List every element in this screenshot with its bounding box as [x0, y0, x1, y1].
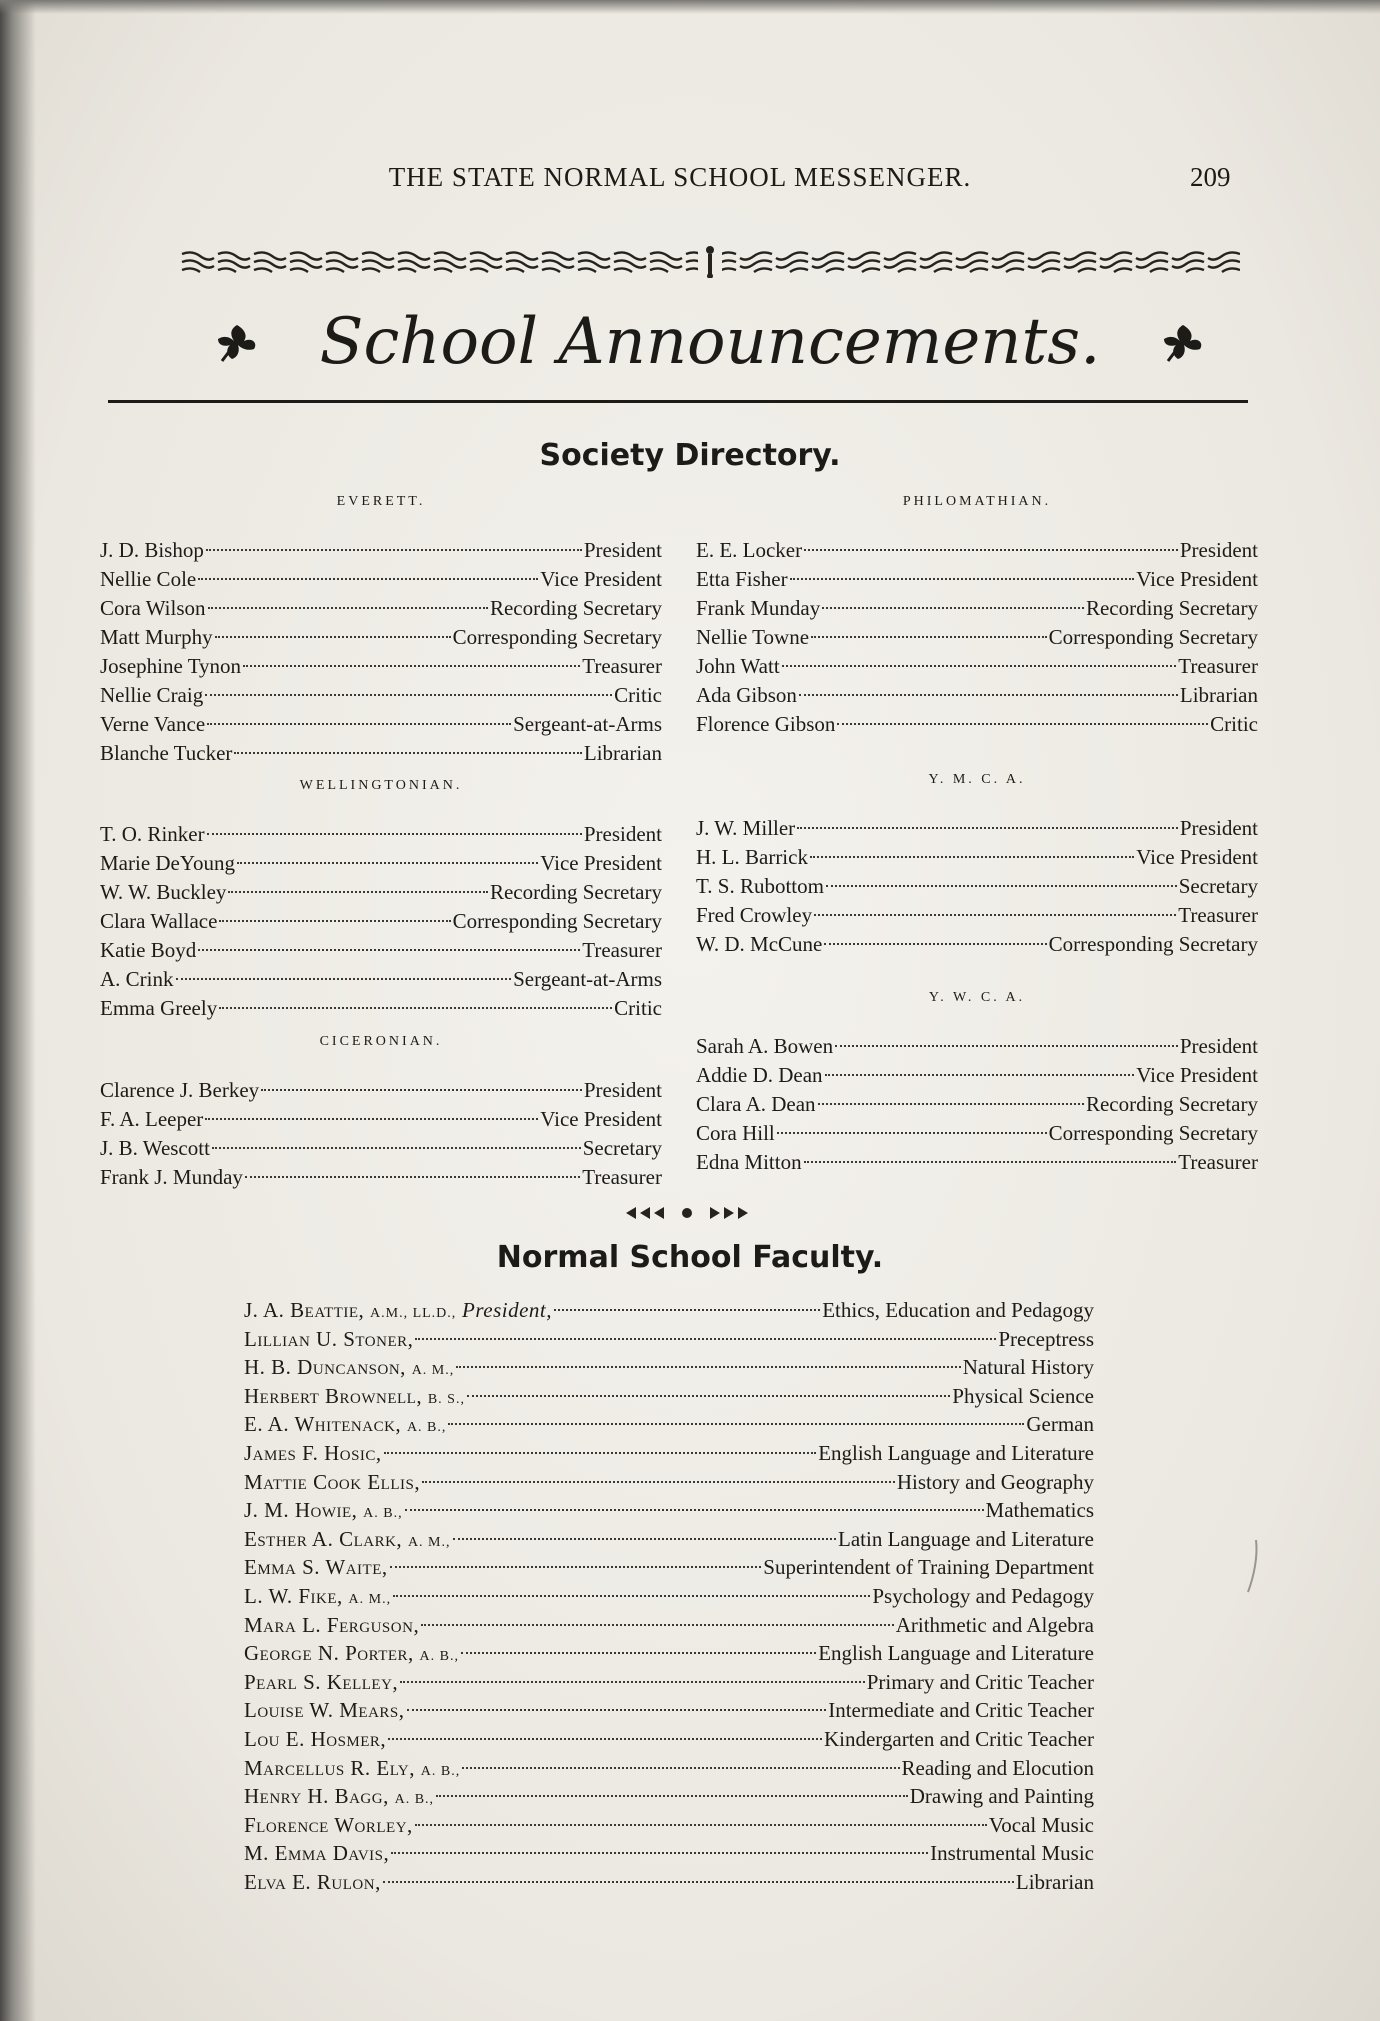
officer-row — [696, 652, 1258, 681]
officer-name: Blanche Tucker — [100, 741, 233, 765]
officer-name: Nellie Cole — [100, 567, 197, 591]
faculty-row — [244, 1639, 1094, 1668]
faculty-subject: Ethics, Education and Pedagogy — [822, 1298, 1094, 1322]
faculty-degree: A. M., — [348, 1591, 392, 1607]
officer-row — [100, 652, 662, 681]
officer-office: Corresponding Secretary — [1048, 625, 1258, 649]
faculty-degree: A.M., LL.D., — [370, 1306, 457, 1321]
faculty-row — [244, 1782, 1094, 1811]
society-wellingtonian — [100, 778, 662, 1023]
faculty-row — [244, 1725, 1094, 1754]
faculty-row — [244, 1439, 1094, 1468]
officer-office: Recording Secretary — [1085, 1092, 1258, 1116]
leader-dots — [818, 1103, 1084, 1105]
faculty-row — [244, 1410, 1094, 1439]
top-edge-shadow — [0, 0, 1380, 14]
officer-name: Nellie Towne — [696, 625, 810, 649]
faculty-name: M. Emma Davis, — [244, 1841, 390, 1866]
officer-office: Vice President — [1136, 567, 1258, 591]
officer-office: President — [1179, 816, 1258, 840]
officer-office: Secretary — [582, 1136, 662, 1160]
faculty-name-group — [244, 1839, 389, 1868]
officer-list — [696, 1032, 1258, 1177]
leader-dots — [237, 862, 538, 864]
faculty-degree: A. B., — [363, 1506, 403, 1522]
officer-row — [100, 623, 662, 652]
faculty-row — [244, 1496, 1094, 1525]
leader-dots — [804, 1161, 1177, 1163]
faculty-subject: English Language and Literature — [818, 1641, 1094, 1666]
faculty-subject: Drawing and Painting — [909, 1784, 1094, 1809]
faculty-name: Florence Worley, — [244, 1812, 413, 1837]
officer-name: E. E. Locker — [696, 538, 803, 562]
faculty-name: Lillian U. Stoner, — [244, 1326, 414, 1351]
officer-office: Treasurer — [1178, 654, 1258, 678]
officer-row — [696, 1061, 1258, 1090]
faculty-name-group — [244, 1811, 413, 1840]
officer-office: Corresponding Secretary — [1048, 932, 1258, 956]
officer-office: Secretary — [1178, 874, 1258, 898]
leader-dots — [826, 885, 1177, 887]
faculty-row — [244, 1582, 1094, 1611]
faculty-row — [244, 1525, 1094, 1554]
officer-name: W. W. Buckley — [100, 880, 227, 904]
faculty-subject: Latin Language and Literature — [838, 1526, 1094, 1551]
faculty-name: Elva E. Rulon, — [244, 1869, 381, 1894]
officer-office: President — [583, 822, 662, 846]
officer-name: Fred Crowley — [696, 903, 813, 927]
officer-name: Josephine Tynon — [100, 654, 242, 678]
right-leaf-ornament-icon — [1160, 319, 1206, 365]
leader-dots — [461, 1652, 816, 1654]
faculty-name: Mara L. Ferguson, — [244, 1612, 420, 1637]
ornamental-rule-icon — [180, 246, 1240, 278]
officer-name: Clara Wallace — [100, 909, 218, 933]
officer-row — [100, 878, 662, 907]
officer-row — [696, 536, 1258, 565]
society-ymca — [696, 772, 1258, 959]
leader-dots — [810, 856, 1134, 858]
officer-name: Katie Boyd — [100, 938, 197, 962]
officer-office: Sergeant-at-Arms — [513, 712, 662, 736]
faculty-heading: Normal School Faculty. — [496, 1240, 884, 1275]
faculty-subject: Librarian — [1015, 1869, 1094, 1894]
officer-row — [100, 907, 662, 936]
officer-name: Cora Wilson — [100, 596, 206, 620]
leader-dots — [205, 694, 612, 696]
heavy-rule — [108, 400, 1248, 403]
leader-dots — [462, 1767, 899, 1769]
officer-row — [696, 1090, 1258, 1119]
faculty-subject: Instrumental Music — [930, 1841, 1094, 1866]
officer-row — [696, 623, 1258, 652]
leader-dots — [205, 1118, 538, 1120]
officer-office: Vice President — [540, 1107, 662, 1131]
faculty-subject: Mathematics — [985, 1498, 1094, 1523]
leader-dots — [391, 1852, 928, 1854]
officer-office: Treasurer — [1178, 1150, 1258, 1174]
officer-office: Corresponding Secretary — [1048, 1121, 1258, 1145]
officer-row — [696, 901, 1258, 930]
officer-name: Marie DeYoung — [100, 851, 235, 875]
left-leaf-ornament-icon — [214, 319, 260, 365]
faculty-row — [244, 1468, 1094, 1497]
society-philomathian — [696, 494, 1258, 739]
officer-row — [696, 843, 1258, 872]
faculty-name: L. W. Fike, — [244, 1583, 343, 1608]
officer-office: Vice President — [540, 567, 662, 591]
officer-name: Verne Vance — [100, 712, 206, 736]
officer-name: H. L. Barrick — [696, 845, 808, 869]
faculty-name: Emma S. Waite, — [244, 1555, 388, 1580]
society-name: CICERONIAN. — [319, 1034, 443, 1049]
leader-dots — [207, 833, 582, 835]
officer-row — [696, 681, 1258, 710]
officer-name: J. B. Wescott — [100, 1136, 210, 1160]
faculty-subject: History and Geography — [896, 1469, 1094, 1494]
section-title — [180, 296, 1240, 388]
officer-name: W. D. McCune — [696, 932, 823, 956]
leader-dots — [400, 1681, 865, 1683]
society-directory-heading: Society Directory. — [539, 438, 841, 473]
leader-dots — [228, 891, 488, 893]
officer-list — [100, 820, 662, 1023]
officer-office: Recording Secretary — [489, 596, 662, 620]
faculty-subject: Primary and Critic Teacher — [866, 1669, 1094, 1694]
faculty-row — [244, 1839, 1094, 1868]
faculty-row — [244, 1696, 1094, 1725]
faculty-subject: Vocal Music — [988, 1812, 1094, 1837]
small-ornament-icon — [622, 1203, 752, 1223]
leader-dots — [421, 1624, 894, 1626]
officer-office: Corresponding Secretary — [452, 909, 662, 933]
officer-office: Vice President — [1136, 845, 1258, 869]
faculty-row — [244, 1296, 1094, 1325]
faculty-name-group — [244, 1553, 388, 1582]
leader-dots — [243, 665, 580, 667]
faculty-name-group — [244, 1611, 419, 1640]
officer-row — [100, 936, 662, 965]
officer-row — [100, 1163, 662, 1192]
leader-dots — [198, 949, 580, 951]
leader-dots — [207, 723, 511, 725]
leader-dots — [448, 1423, 1024, 1425]
society-ywca — [696, 990, 1258, 1177]
officer-name: Clara A. Dean — [696, 1092, 816, 1116]
faculty-row — [244, 1668, 1094, 1697]
officer-row — [100, 1105, 662, 1134]
officer-row — [696, 565, 1258, 594]
faculty-name: Henry H. Bagg, — [244, 1784, 389, 1809]
faculty-name-group — [244, 1696, 405, 1725]
leader-dots — [384, 1452, 817, 1454]
officer-office: President — [1179, 538, 1258, 562]
faculty-degree: A. B., — [394, 1792, 435, 1808]
officer-name: Etta Fisher — [696, 567, 788, 591]
faculty-degree: A. B., — [420, 1763, 461, 1779]
faculty-row — [244, 1611, 1094, 1640]
officer-office: Treasurer — [1178, 903, 1258, 927]
society-name: EVERETT. — [336, 494, 426, 509]
society-name: Y. M. C. A. — [928, 772, 1026, 787]
faculty-subject: Arithmetic and Algebra — [895, 1612, 1094, 1637]
officer-office: Treasurer — [582, 938, 662, 962]
faculty-row — [244, 1553, 1094, 1582]
leader-dots — [261, 1089, 582, 1091]
officer-office: Treasurer — [582, 654, 662, 678]
officer-list — [696, 536, 1258, 739]
officer-list — [100, 1076, 662, 1192]
officer-office: Librarian — [583, 741, 662, 765]
leader-dots — [824, 943, 1046, 945]
officer-name: Sarah A. Bowen — [696, 1034, 834, 1058]
officer-row — [696, 1032, 1258, 1061]
faculty-degree: A. B., — [419, 1649, 459, 1665]
officer-name: T. S. Rubottom — [696, 874, 824, 898]
faculty-degree: A. M., — [407, 1534, 451, 1550]
faculty-subject: Kindergarten and Critic Teacher — [823, 1726, 1094, 1751]
faculty-name: James F. Hosic, — [244, 1440, 382, 1465]
officer-name: Frank Munday — [696, 596, 821, 620]
leader-dots — [208, 607, 488, 609]
faculty-degree: A. M., — [411, 1363, 455, 1379]
leader-dots — [825, 1074, 1135, 1076]
faculty-degree: B. S., — [427, 1391, 465, 1407]
faculty-name: George N. Porter, — [244, 1641, 414, 1666]
leader-dots — [212, 1147, 581, 1149]
faculty-name: Louise W. Mears, — [244, 1698, 405, 1723]
leader-dots — [219, 1007, 612, 1009]
faculty-name: Pearl S. Kelley, — [244, 1669, 399, 1694]
running-head: THE STATE NORMAL SCHOOL MESSENGER. — [388, 162, 972, 192]
officer-office: Treasurer — [582, 1165, 662, 1189]
officer-row — [100, 965, 662, 994]
section-title-text: School Announcements. — [319, 305, 1101, 379]
officer-name: Nellie Craig — [100, 683, 204, 707]
leader-dots — [206, 549, 582, 551]
officer-office: President — [583, 538, 662, 562]
officer-row — [100, 1134, 662, 1163]
officer-office: President — [1179, 1034, 1258, 1058]
officer-row — [696, 594, 1258, 623]
faculty-name: Mattie Cook Ellis, — [244, 1469, 421, 1494]
faculty-name: Marcellus R. Ely, — [244, 1755, 416, 1780]
faculty-row — [244, 1868, 1094, 1897]
leader-dots — [436, 1795, 908, 1797]
faculty-row — [244, 1382, 1094, 1411]
faculty-list — [244, 1296, 1094, 1896]
officer-row — [696, 930, 1258, 959]
leader-dots — [215, 636, 451, 638]
faculty-name-group — [244, 1868, 381, 1897]
leader-dots — [790, 578, 1135, 580]
officer-name: Ada Gibson — [696, 683, 797, 707]
faculty-name-group — [244, 1468, 420, 1497]
officer-office: Corresponding Secretary — [452, 625, 662, 649]
leader-dots — [804, 549, 1178, 551]
officer-name: J. W. Miller — [696, 816, 796, 840]
officer-row — [696, 814, 1258, 843]
officer-row — [100, 994, 662, 1023]
faculty-subject: Physical Science — [952, 1383, 1094, 1408]
margin-pencil-mark — [1246, 1536, 1260, 1596]
faculty-subject: Preceptress — [998, 1326, 1094, 1351]
faculty-subject: Superintendent of Training Department — [763, 1555, 1094, 1580]
faculty-name: J. A. Beattie, — [244, 1298, 365, 1322]
officer-name: Edna Mitton — [696, 1150, 802, 1174]
officer-name: F. A. Leeper — [100, 1107, 204, 1131]
officer-name: Matt Murphy — [100, 625, 213, 649]
officer-office: Vice President — [540, 851, 662, 875]
society-name: WELLINGTONIAN. — [299, 778, 463, 793]
leader-dots — [554, 1309, 820, 1311]
faculty-row — [244, 1754, 1094, 1783]
leader-dots — [797, 827, 1178, 829]
faculty-row — [244, 1325, 1094, 1354]
leader-dots — [245, 1176, 580, 1178]
officer-office: President — [583, 1078, 662, 1102]
faculty-row — [244, 1811, 1094, 1840]
officer-name: John Watt — [696, 654, 780, 678]
leader-dots — [383, 1881, 1014, 1883]
leader-dots — [822, 607, 1084, 609]
officer-name: Cora Hill — [696, 1121, 775, 1145]
society-ciceronian — [100, 1034, 662, 1192]
officer-name: Clarence J. Berkey — [100, 1078, 260, 1102]
leader-dots — [835, 1045, 1178, 1047]
officer-office: Critic — [1210, 712, 1258, 736]
leader-dots — [456, 1366, 961, 1368]
officer-row — [100, 820, 662, 849]
leader-dots — [782, 665, 1177, 667]
faculty-name: J. M. Howie, — [244, 1498, 358, 1523]
faculty-name: Lou E. Hosmer, — [244, 1726, 387, 1751]
officer-name: Florence Gibson — [696, 712, 836, 736]
officer-row — [100, 536, 662, 565]
officer-row — [100, 565, 662, 594]
faculty-subject: Psychology and Pedagogy — [872, 1583, 1094, 1608]
leader-dots — [777, 1132, 1047, 1134]
faculty-title: President, — [462, 1298, 553, 1322]
officer-row — [696, 710, 1258, 739]
leader-dots — [422, 1481, 895, 1483]
officer-row — [100, 594, 662, 623]
faculty-subject: German — [1026, 1412, 1094, 1437]
leader-dots — [415, 1338, 996, 1340]
officer-list — [100, 536, 662, 768]
officer-name: Addie D. Dean — [696, 1063, 823, 1087]
officer-office: Vice President — [1136, 1063, 1258, 1087]
faculty-name-group — [244, 1325, 413, 1354]
officer-office: Critic — [614, 683, 662, 707]
officer-row — [696, 872, 1258, 901]
faculty-name: Esther A. Clark, — [244, 1526, 403, 1551]
leader-dots — [415, 1824, 987, 1826]
officer-office: Sergeant-at-Arms — [513, 967, 662, 991]
leader-dots — [467, 1395, 950, 1397]
officer-list — [696, 814, 1258, 959]
leader-dots — [453, 1538, 837, 1540]
faculty-name: Herbert Brownell, — [244, 1383, 423, 1408]
society-everett — [100, 494, 662, 768]
faculty-name-group — [244, 1668, 398, 1697]
leader-dots — [176, 978, 512, 980]
leader-dots — [388, 1738, 822, 1740]
leader-dots — [799, 694, 1178, 696]
faculty-name: E. A. Whitenack, — [244, 1412, 402, 1437]
leader-dots — [814, 914, 1176, 916]
faculty-name-group — [244, 1725, 386, 1754]
officer-office: Critic — [614, 996, 662, 1020]
faculty-name: H. B. Duncanson, — [244, 1355, 406, 1380]
faculty-subject: Natural History — [962, 1355, 1094, 1380]
faculty-subject: Intermediate and Critic Teacher — [828, 1698, 1094, 1723]
officer-name: Frank J. Munday — [100, 1165, 243, 1189]
page-number: 209 — [1190, 162, 1231, 192]
society-name: PHILOMATHIAN. — [902, 494, 1052, 509]
faculty-name-group — [244, 1439, 382, 1468]
faculty-row — [244, 1353, 1094, 1382]
officer-row — [100, 1076, 662, 1105]
faculty-subject: Reading and Elocution — [901, 1755, 1094, 1780]
leader-dots — [811, 636, 1047, 638]
officer-row — [100, 849, 662, 878]
leader-dots — [393, 1595, 870, 1597]
officer-name: T. O. Rinker — [100, 822, 205, 846]
officer-name: J. D. Bishop — [100, 538, 204, 562]
officer-office: Recording Secretary — [489, 880, 662, 904]
officer-office: Librarian — [1179, 683, 1258, 707]
officer-row — [100, 681, 662, 710]
leader-dots — [219, 920, 450, 922]
officer-row — [696, 1148, 1258, 1177]
leader-dots — [405, 1509, 984, 1511]
officer-name: Emma Greely — [100, 996, 218, 1020]
leader-dots — [234, 752, 581, 754]
leader-dots — [390, 1566, 762, 1568]
officer-row — [100, 710, 662, 739]
leader-dots — [407, 1709, 827, 1711]
officer-office: Recording Secretary — [1085, 596, 1258, 620]
officer-row — [696, 1119, 1258, 1148]
officer-name: A. Crink — [100, 967, 174, 991]
faculty-subject: English Language and Literature — [818, 1440, 1094, 1465]
faculty-degree: A. B., — [406, 1420, 447, 1436]
leader-dots — [837, 723, 1208, 725]
leader-dots — [198, 578, 538, 580]
officer-row — [100, 739, 662, 768]
society-name: Y. W. C. A. — [928, 990, 1026, 1005]
binding-shadow — [0, 0, 36, 2021]
